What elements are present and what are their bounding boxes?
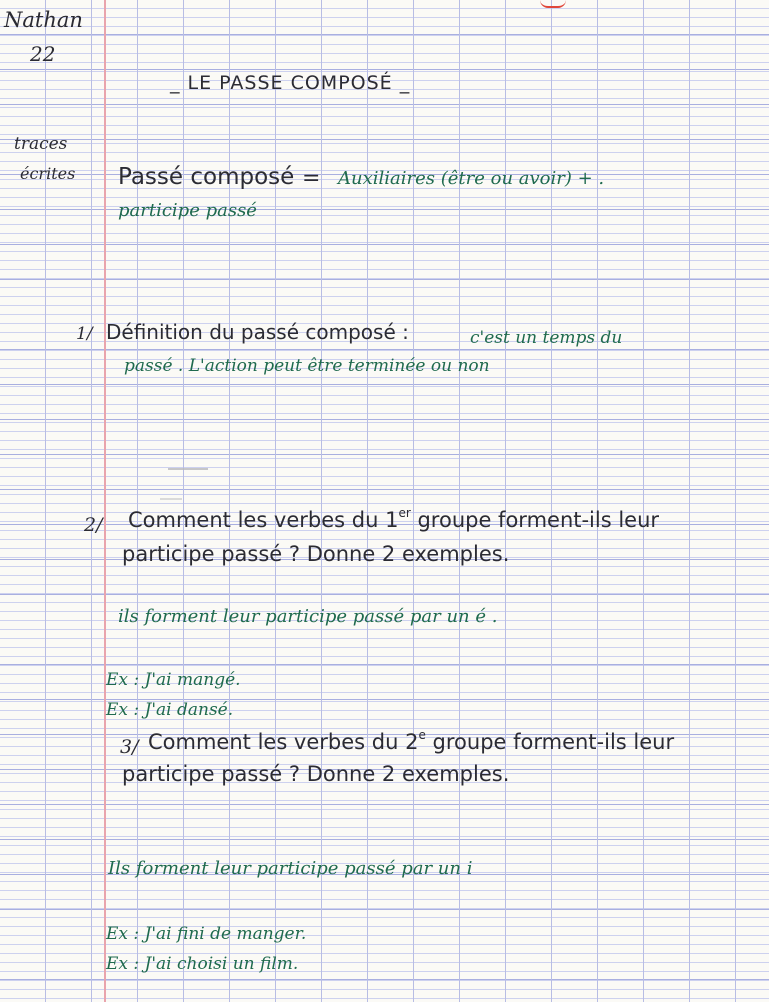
q1-number: 1/ xyxy=(76,324,93,344)
margin-label-line1: traces xyxy=(14,134,68,154)
margin-label-line2: écrites xyxy=(20,164,76,183)
q2-number: 2/ xyxy=(84,514,103,536)
q2-question-line1-a: Comment les verbes du 1 xyxy=(128,508,399,532)
pencil-mark-faint xyxy=(160,498,182,500)
q1-answer-line2: passé . L'action peut être terminée ou non xyxy=(124,356,490,376)
rule-rest-line2: participe passé xyxy=(118,200,257,221)
q2-answer: ils forment leur participe passé par un é . xyxy=(118,606,498,627)
rule-equals: = xyxy=(302,166,321,191)
page-title: _ LE PASSE COMPOSÉ _ xyxy=(170,72,411,94)
q1-question: Définition du passé composé : xyxy=(106,320,409,344)
q2-example1: Ex : J'ai mangé. xyxy=(106,670,241,690)
q3-example2: Ex : J'ai choisi un film. xyxy=(106,954,299,974)
q3-question-line1-a: Comment les verbes du 2 xyxy=(148,730,419,754)
q3-question-line1-b: groupe forment-ils leur xyxy=(425,730,675,754)
q3-answer: Ils forment leur participe passé par un i xyxy=(108,858,473,879)
rule-term: Passé composé xyxy=(118,164,295,190)
q2-question-line2: participe passé ? Donne 2 exemples. xyxy=(122,542,510,566)
q3-question-line2: participe passé ? Donne 2 exemples. xyxy=(122,762,510,786)
rule-rest-line1: Auxiliaires (être ou avoir) + . xyxy=(338,168,605,189)
q3-number: 3/ xyxy=(120,736,139,758)
pencil-mark xyxy=(168,468,208,470)
q3-example1: Ex : J'ai fini de manger. xyxy=(106,924,307,944)
q3-question-sup: e xyxy=(418,728,426,742)
q3-question-line1 xyxy=(148,728,675,754)
student-number: 22 xyxy=(30,42,56,66)
q1-answer-line1: c'est un temps du xyxy=(470,328,623,348)
q2-question-sup: er xyxy=(398,506,411,520)
q2-question-line1 xyxy=(128,506,660,532)
q2-question-line1-b: groupe forment-ils leur xyxy=(410,508,660,532)
red-correction-mark xyxy=(540,0,566,8)
student-name: Nathan xyxy=(4,8,83,32)
q2-example2: Ex : J'ai dansé. xyxy=(106,700,234,720)
